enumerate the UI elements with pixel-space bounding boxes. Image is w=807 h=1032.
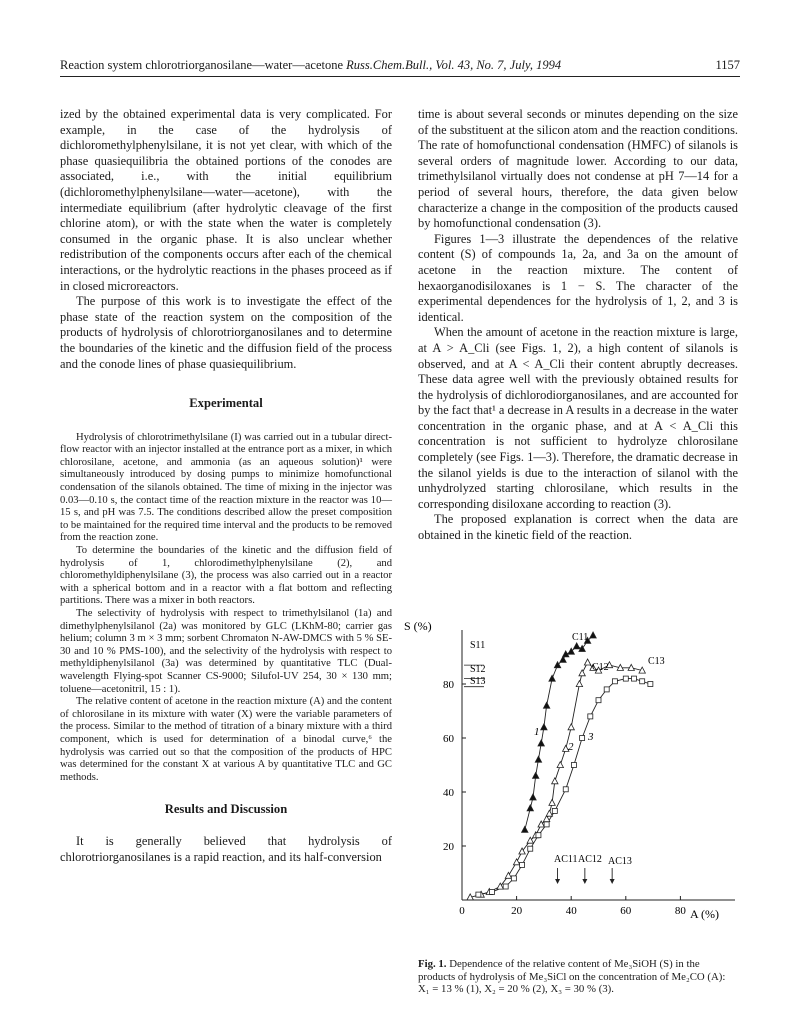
x-tick-label: 20 xyxy=(511,905,523,917)
figure-1 xyxy=(400,600,750,930)
label-S13: S13 xyxy=(470,676,486,687)
header-left-text: Reaction system chlorotriorganosilane—water—acetone xyxy=(60,58,344,72)
x-axis-label: A (%) xyxy=(690,907,719,921)
experimental-section xyxy=(60,432,392,785)
data-point xyxy=(552,808,557,813)
label-AC11: AC11 xyxy=(554,854,578,865)
arrow-head xyxy=(582,879,587,884)
curve-label-2: 2 xyxy=(568,741,574,753)
paragraph: When the amount of acetone in the reaction mixture is large, at A > A_Cli (see Figs. 1, 2), a high content of silanols is observed, and at A < A_Cli their content abruptly decreases. These data agree well with the previously obtained results for the hydrolysis of dichlorodiorganosilanes, and are accounted for by the fact that¹ a decrease in A results in a decrease in the water concentration in the organic phase, and at A < A_Cli this concentration is not sufficient to hydrolyze chlorosilane completely (see Figs. 1—3). Therefore, the dramatic decrease in the silanol yields is due to the interaction of silanol with the unhydrolyzed starting chlorosilane, which results in the corresponding disiloxane according to reaction (3). xyxy=(418,325,738,511)
data-point xyxy=(476,892,481,897)
arrow-head xyxy=(555,879,560,884)
paragraph: The proposed explanation is correct when the data are obtained in the kinetic field of the reaction. xyxy=(418,512,738,543)
x-tick-label: 60 xyxy=(620,905,632,917)
paragraph: The selectivity of hydrolysis with respect to trimethylsilanol (1a) and dimethylphenylsilanol (2a) was monitored by GLC (LKhM-80; carrier gas helium; column 3 m × 3 mm; sorbent Chromaton N-AW-DMCS with 5 % SE-30 and 10 % PMS-100), and the selectivity of the hydrolysis with respect to methyldiphenylsilanol (3a) was determined by quantitative TLC (Dual-wavelength Flying-spot Scanner CS-9000; Silufol-UV 254, 30 × 130 mm; toluene—acetonitril, 15 : 1). xyxy=(60,608,392,695)
data-point xyxy=(530,794,536,800)
data-point xyxy=(563,787,568,792)
data-point xyxy=(648,682,653,687)
data-point xyxy=(533,772,539,778)
y-tick-label: 60 xyxy=(443,733,454,745)
label-AC12: AC12 xyxy=(578,854,602,865)
data-point xyxy=(596,698,601,703)
label-S12: S12 xyxy=(470,664,486,675)
data-point xyxy=(511,876,516,881)
data-point xyxy=(528,846,533,851)
data-point xyxy=(612,679,617,684)
y-tick-label: 20 xyxy=(443,841,454,853)
paragraph: Hydrolysis of chlorotrimethylsilane (I) was carried out in a tubular direct-flow reactor with an injector installed at the entrance port as a mixer, in which chlorosilane, acetone, and ammonia (as an aqueous solution)¹ were simultaneously introduced by dosing pumps to minimize homofunctional condensation of the silanols obtained. The time of mixing in the injector was 0.03—0.10 s, the contact time of the reaction mixture in the reactor was 10—15 s, and pH was 7.5. The conditions described allow the preset composition to be maintained for the required time interval and the products to be removed from the reaction zone. xyxy=(60,431,392,544)
paragraph: It is generally believed that hydrolysis of chlorotriorganosilanes is a rapid reaction, and its half-conversion xyxy=(60,833,392,864)
caption-text: Dependence of the relative content of Me₃SiOH (S) in the products of hydrolysis of Me₃SiCl on the concentration of Me₂CO (A): X₁ = 13 % (1), X₂ = 20 % (2), X₃ = 30 % (3). xyxy=(418,958,726,996)
data-point xyxy=(513,859,519,865)
data-point xyxy=(546,810,552,816)
data-point xyxy=(590,632,596,638)
paragraph: ized by the obtained experimental data is very complicated. For example, in the case of the hydrolysis of dichloromethylphenylsilane, it is not yet clear, with which of the phase quasiequilibria the obtained portions of the conodes are associated, i.e., with the initial equilibrium (dichloromethylphenylsilane—water—acetone), with the intermediate equilibrium (after hydrolytic cleavage of the first chlorine atom), or with the state when the water is completely consumed in the organic phase. It is also unclear whether redistribution of the components occurs after each of the chemical interactions, or the hydrolytic reactions in the phases proceed as if in closed microreactors. xyxy=(60,107,392,293)
data-point xyxy=(536,833,541,838)
data-point xyxy=(604,687,609,692)
data-point xyxy=(535,756,541,762)
data-point xyxy=(576,681,582,687)
arrow-head xyxy=(610,879,615,884)
figure-1-plot xyxy=(400,600,750,930)
data-point xyxy=(631,676,636,681)
right-column xyxy=(418,107,738,544)
curve-label-1: 1 xyxy=(534,726,540,738)
label-C12: C12 xyxy=(592,662,609,673)
caption-label: Fig. 1. xyxy=(418,958,447,970)
data-point xyxy=(640,679,645,684)
section-heading-experimental: Experimental xyxy=(189,396,263,411)
figure-caption xyxy=(418,958,738,996)
section-heading-results: Results and Discussion xyxy=(164,802,288,817)
data-point xyxy=(538,740,544,746)
data-point xyxy=(557,762,563,768)
y-tick-label: 40 xyxy=(443,787,454,799)
data-point xyxy=(549,799,555,805)
data-point xyxy=(580,736,585,741)
y-axis-label: S (%) xyxy=(404,619,432,633)
paragraph: Figures 1—3 illustrate the dependences of the relative content (S) of compounds 1a, 2a, and 3a on the amount of acetone in the reaction mixture. The content of hexaorganodisiloxanes is 1 − S. The character of the experimental dependences for the hydrolysis of 1, 2, and 3 is identical. xyxy=(418,231,738,324)
paragraph: To determine the boundaries of the kinetic and the diffusion field of hydrolysis of 1, chlorodimethylphenylsilane (2), and chloromethyldiphenylsilane (3), the process was also carried out in a reactor with a spherical bottom and in a reactor with a flat bottom and reflecting partitions. There was a mixer in both reactors. xyxy=(60,545,392,607)
data-point xyxy=(552,778,558,784)
data-point xyxy=(544,822,549,827)
label-C13: C13 xyxy=(648,656,665,667)
label-S11: S11 xyxy=(470,640,486,651)
curve-label-3: 3 xyxy=(588,731,594,743)
paragraph: time is about several seconds or minutes depending on the size of the substituent at the silicon atom and the reaction conditions. The rate of homofunctional condensation (HMFC) of silanols is several orders of magnitude lower. According to our data, trimethylsilanol virtually does not condense at pH 7—14 for a period of several hours, therefore, the data given below characterize a change in the composition of the products caused by homofunctional condensation (3). xyxy=(418,107,738,231)
y-tick-label: 80 xyxy=(443,679,454,691)
header-title xyxy=(60,58,561,73)
label-AC13: AC13 xyxy=(608,856,632,867)
running-header xyxy=(60,58,740,77)
page-number: 1157 xyxy=(715,58,740,72)
data-point xyxy=(520,862,525,867)
data-point xyxy=(490,889,495,894)
data-point xyxy=(579,670,585,676)
data-point xyxy=(571,763,576,768)
data-point xyxy=(584,659,590,665)
header-journal: Russ.Chem.Bull., Vol. 43, No. 7, July, 1994 xyxy=(346,58,562,72)
data-point xyxy=(541,724,547,730)
label-C11: C11 xyxy=(572,632,589,643)
data-point xyxy=(623,676,628,681)
data-point xyxy=(588,714,593,719)
paragraph: The relative content of acetone in the reaction mixture (A) and the content of chlorosilane in its mixture with water (X) were the variable parameters of the process. Similar to the method of titration of a binary mixture with a third component, which is used for determination of a binodal curve,⁶ the hydrolysis was carried out so that the composition of the products of HPC was determined for the constant X at various A by quantitative TLC and GC methods. xyxy=(60,696,392,783)
left-column xyxy=(60,107,392,865)
paragraph: The purpose of this work is to investigate the effect of the phase state of the reaction system on the composition of the products of hydrolysis of chlorotriorganosilanes and to determine the boundaries of the kinetic and the diffusion field of the process and the conode lines of phase quasiequilibrium. xyxy=(60,294,392,371)
x-tick-label: 80 xyxy=(674,905,686,917)
data-point xyxy=(527,805,533,811)
data-point xyxy=(549,675,555,681)
data-point xyxy=(543,702,549,708)
x-tick-label: 40 xyxy=(565,905,577,917)
data-point xyxy=(503,884,508,889)
data-point xyxy=(505,872,511,878)
data-point xyxy=(522,826,528,832)
x-tick-label: 0 xyxy=(459,905,465,917)
data-point xyxy=(573,643,579,649)
data-point xyxy=(568,724,574,730)
